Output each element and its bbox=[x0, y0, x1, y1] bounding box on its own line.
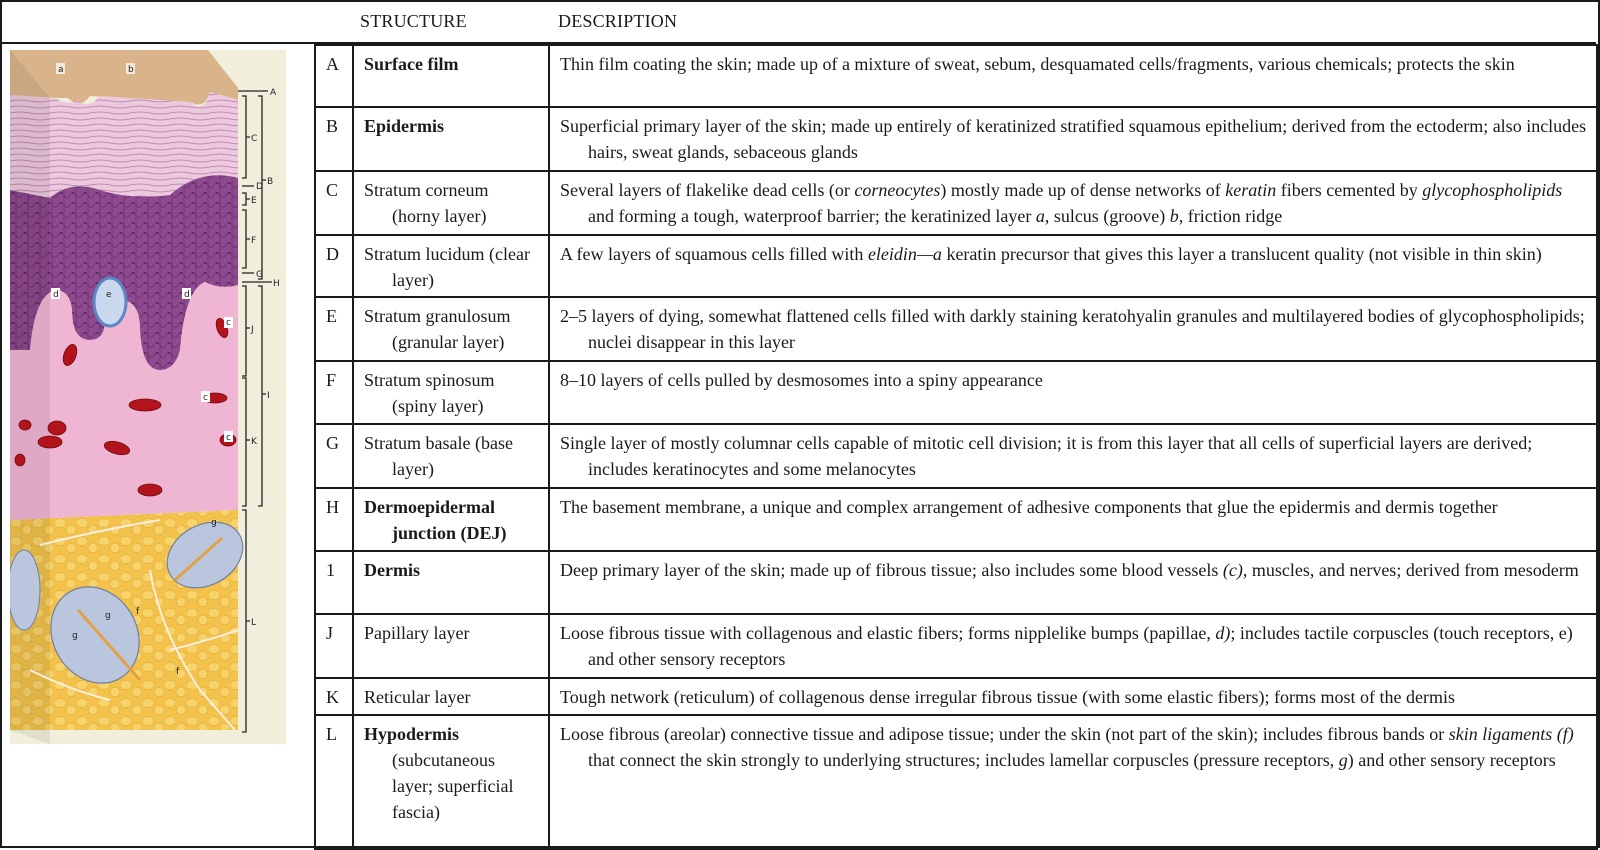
row-structure-name bbox=[353, 424, 549, 488]
svg-text:d: d bbox=[53, 290, 59, 300]
row-description bbox=[549, 107, 1597, 171]
description-text: Deep primary layer of the skin; made up of fibrous tissue; also includes some blood vessels bbox=[560, 560, 1223, 580]
description-text: Loose fibrous tissue with collagenous and elastic fibers; forms nipplelike bumps (papillae, bbox=[560, 623, 1216, 643]
description-italic-term: a bbox=[1035, 206, 1045, 226]
description-italic-term: corneocytes bbox=[854, 180, 941, 200]
row-structure-name bbox=[353, 171, 549, 235]
structure-name-text: Stratum basale (base layer) bbox=[364, 433, 513, 479]
row-letter: L bbox=[315, 715, 353, 849]
row-letter: J bbox=[315, 614, 353, 678]
table-row bbox=[315, 171, 1597, 235]
row-description bbox=[549, 678, 1597, 715]
description-text: and forming a tough, waterproof barrier; the keratinized layer bbox=[588, 206, 1036, 226]
row-letter: E bbox=[315, 297, 353, 361]
svg-text:f: f bbox=[176, 667, 180, 677]
table-row bbox=[315, 715, 1597, 849]
description-text: , friction ridge bbox=[1178, 206, 1283, 226]
row-description bbox=[549, 715, 1597, 849]
description-italic-term: g bbox=[1338, 750, 1348, 770]
bracket-label-e: E bbox=[251, 196, 257, 206]
bracket-label-j: J bbox=[251, 325, 254, 335]
structure-name-text: Dermoepidermal junction (DEJ) bbox=[364, 497, 507, 543]
row-structure-name bbox=[353, 715, 549, 849]
description-text: Single layer of mostly columnar cells capable of mitotic cell division; it is from this layer that all cells of superficial layers are derived; includes keratinocytes and some melanocytes bbox=[560, 433, 1533, 479]
description-text: Tough network (reticulum) of collagenous dense irregular fibrous tissue (with some elastic fibers); forms most of the dermis bbox=[560, 687, 1456, 707]
svg-text:c: c bbox=[226, 318, 231, 328]
svg-text:d: d bbox=[184, 290, 190, 300]
bracket-label-h: H bbox=[273, 279, 280, 289]
bracket-label-f: F bbox=[251, 236, 257, 246]
row-description bbox=[549, 171, 1597, 235]
description-text: ; includes tactile corpuscles (touch receptors, e) and other sensory receptors bbox=[588, 623, 1573, 669]
structure-name-text: Surface film bbox=[364, 54, 459, 74]
svg-text:g: g bbox=[72, 631, 78, 641]
row-structure-name bbox=[353, 361, 549, 424]
description-italic-term: b bbox=[1169, 206, 1179, 226]
description-italic-term: (c) bbox=[1222, 560, 1243, 580]
svg-text:g: g bbox=[105, 611, 111, 621]
structure-name-text: Stratum granulosum (granular layer) bbox=[364, 306, 511, 352]
description-text: 2–5 layers of dying, somewhat flattened cells filled with darkly staining keratohyalin granules and multilayered bodies of glycophospholipids; nuclei disappear in this layer bbox=[560, 306, 1585, 352]
description-text: A few layers of squamous cells filled with bbox=[560, 244, 868, 264]
skin-layers-table bbox=[314, 44, 1598, 850]
row-structure-name bbox=[353, 551, 549, 614]
svg-text:c: c bbox=[226, 433, 231, 443]
row-description bbox=[549, 235, 1597, 297]
row-description bbox=[549, 361, 1597, 424]
description-italic-term: glycophospholipids bbox=[1422, 180, 1563, 200]
table-row bbox=[315, 45, 1597, 107]
skin-cross-section-illustration bbox=[10, 50, 286, 744]
row-letter: F bbox=[315, 361, 353, 424]
description-text: Superficial primary layer of the skin; made up entirely of keratinized stratified squamous epithelium; derived from the ectoderm; also includes hairs, sweat glands, sebaceous glands bbox=[560, 116, 1587, 162]
table-header bbox=[0, 0, 1596, 44]
description-text: ) and other sensory receptors bbox=[1347, 750, 1556, 770]
description-text: Several layers of flakelike dead cells (or bbox=[560, 180, 855, 200]
structure-name-text: Epidermis bbox=[364, 116, 445, 136]
row-letter: A bbox=[315, 45, 353, 107]
svg-text:g: g bbox=[211, 518, 217, 528]
description-italic-term: keratin bbox=[1225, 180, 1277, 200]
description-text: Thin film coating the skin; made up of a mixture of sweat, sebum, desquamated cells/fragments, various chemicals; protects the skin bbox=[560, 54, 1515, 74]
structure-name-text: Papillary layer bbox=[364, 623, 470, 643]
svg-text:f: f bbox=[136, 607, 140, 617]
structure-name-text: Stratum lucidum (clear layer) bbox=[364, 244, 530, 290]
row-structure-name bbox=[353, 488, 549, 551]
description-text: 8–10 layers of cells pulled by desmosomes into a spiny appearance bbox=[560, 370, 1043, 390]
row-structure-name bbox=[353, 614, 549, 678]
bracket-label-c: C bbox=[251, 134, 258, 144]
description-text: fibers cemented by bbox=[1276, 180, 1423, 200]
structure-name-extra: (subcutaneous layer; superficial fascia) bbox=[392, 750, 514, 822]
table-row bbox=[315, 551, 1597, 614]
bracket-label-b: B bbox=[267, 177, 274, 187]
bracket-label-g: G bbox=[256, 270, 263, 280]
row-letter: G bbox=[315, 424, 353, 488]
table-row bbox=[315, 107, 1597, 171]
svg-text:e: e bbox=[106, 290, 112, 300]
table-row bbox=[315, 235, 1597, 297]
description-text: ) mostly made up of dense networks of bbox=[940, 180, 1226, 200]
description-text: that connect the skin strongly to underlying structures; includes lamellar corpuscles (pressure receptors, bbox=[588, 750, 1339, 770]
bracket-label-k: K bbox=[251, 437, 257, 447]
row-letter: H bbox=[315, 488, 353, 551]
row-description bbox=[549, 297, 1597, 361]
column-header-description: DESCRIPTION bbox=[558, 11, 678, 31]
table-row bbox=[315, 424, 1597, 488]
row-letter: K bbox=[315, 678, 353, 715]
tactile-corpuscle bbox=[94, 278, 126, 326]
description-text: , sulcus (groove) bbox=[1044, 206, 1170, 226]
row-letter: B bbox=[315, 107, 353, 171]
row-structure-name bbox=[353, 297, 549, 361]
row-structure-name bbox=[353, 235, 549, 297]
row-letter: D bbox=[315, 235, 353, 297]
bracket-label-l: L bbox=[251, 618, 257, 628]
row-letter: C bbox=[315, 171, 353, 235]
row-structure-name bbox=[353, 678, 549, 715]
bracket-label-d: D bbox=[256, 182, 263, 192]
svg-text:c: c bbox=[203, 393, 208, 403]
row-description bbox=[549, 551, 1597, 614]
description-italic-term: d) bbox=[1215, 623, 1231, 643]
svg-text:b: b bbox=[128, 65, 134, 75]
column-header-structure: STRUCTURE bbox=[360, 11, 467, 31]
table-row bbox=[315, 614, 1597, 678]
description-text: , muscles, and nerves; derived from mesoderm bbox=[1242, 560, 1579, 580]
row-description bbox=[549, 424, 1597, 488]
description-italic-term: skin ligaments (f) bbox=[1448, 724, 1574, 744]
row-structure-name bbox=[353, 107, 549, 171]
description-text: The basement membrane, a unique and complex arrangement of adhesive components that glue the epidermis and dermis together bbox=[560, 497, 1498, 517]
row-description bbox=[549, 488, 1597, 551]
row-letter: 1 bbox=[315, 551, 353, 614]
table-row bbox=[315, 361, 1597, 424]
structure-name-text: Dermis bbox=[364, 560, 420, 580]
table-row bbox=[315, 488, 1597, 551]
structure-name-text: Stratum spinosum (spiny layer) bbox=[364, 370, 495, 416]
svg-text:a: a bbox=[58, 65, 64, 75]
row-description bbox=[549, 614, 1597, 678]
structure-name-text: Reticular layer bbox=[364, 687, 471, 707]
description-text: keratin precursor that gives this layer a translucent quality (not visible in thin skin) bbox=[941, 244, 1542, 264]
bracket-label-a: A bbox=[270, 88, 277, 98]
description-text: Loose fibrous (areolar) connective tissue and adipose tissue; under the skin (not part of the skin); includes fibrous bands or bbox=[560, 724, 1449, 744]
row-description bbox=[549, 45, 1597, 107]
structure-name-text: Stratum corneum (horny layer) bbox=[364, 180, 489, 226]
table-row bbox=[315, 297, 1597, 361]
row-structure-name bbox=[353, 45, 549, 107]
table-row bbox=[315, 678, 1597, 715]
description-italic-term: eleidin—a bbox=[867, 244, 942, 264]
structure-name-text: Hypodermis bbox=[364, 724, 460, 744]
bracket-label-i: I bbox=[267, 391, 270, 401]
